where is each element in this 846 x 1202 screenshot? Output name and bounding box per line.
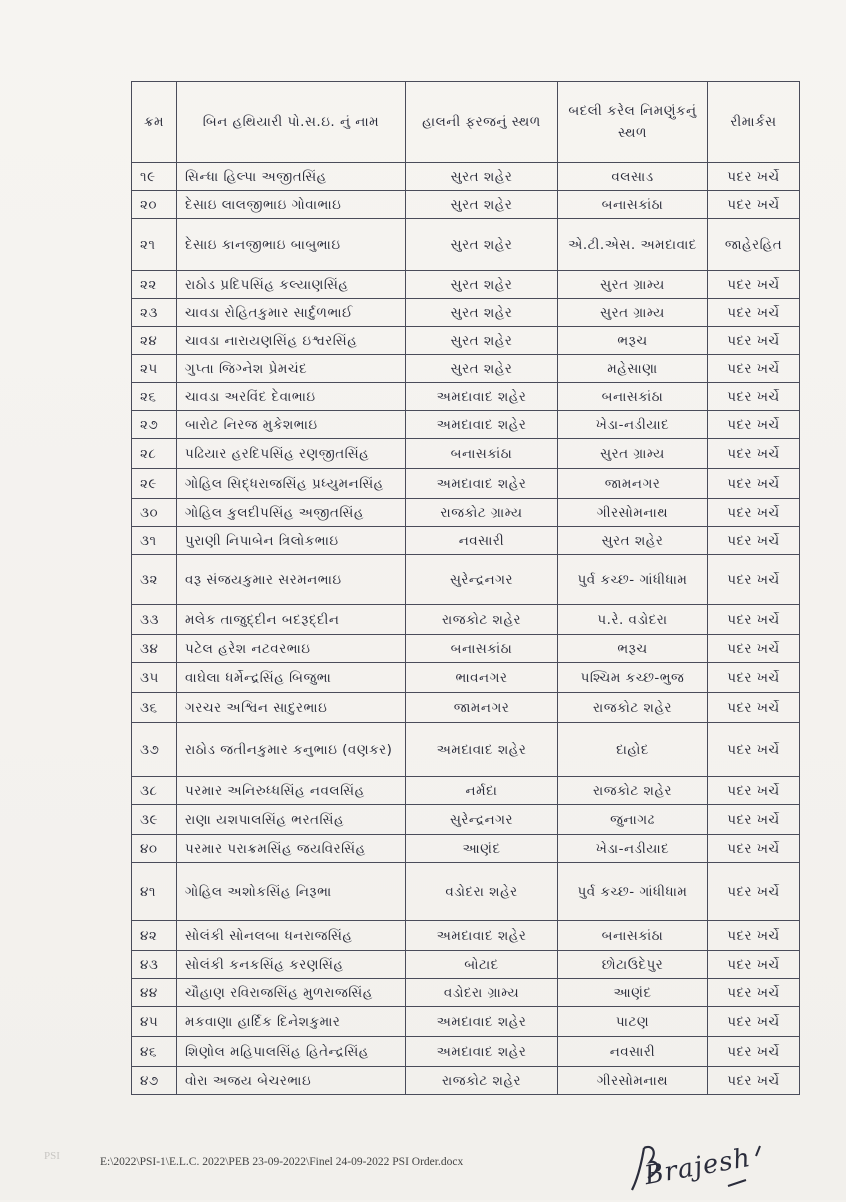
cell-remarks: પદર ખર્ચે (708, 271, 800, 299)
cell-officer-name: પરમાર પરાક્રમસિંહ જયવિરસિંહ (177, 835, 406, 863)
cell-current-posting: નર્મદા (406, 777, 558, 805)
table-row (132, 951, 800, 979)
cell-new-posting: પુર્વ કચ્છ- ગાંધીધામ (558, 555, 708, 605)
footer-ghost-text: PSI (44, 1150, 60, 1162)
cell-current-posting: અમદાવાદ શહેર (406, 411, 558, 439)
cell-officer-name: શિણોલ મહિપાલસિંહ હિતેન્દ્રસિંહ (177, 1037, 406, 1067)
cell-current-posting: વડોદરા શહેર (406, 863, 558, 921)
cell-current-posting: સુરેન્દ્રનગર (406, 805, 558, 835)
table-row (132, 299, 800, 327)
cell-officer-name: પુરાણી નિપાબેન ત્રિલોકભાઇ (177, 527, 406, 555)
cell-new-posting: પાટણ (558, 1007, 708, 1037)
cell-serial: ૨૫ (132, 355, 177, 383)
cell-officer-name: દેસાઇ લાલજીભાઇ ગોવાભાઇ (177, 191, 406, 219)
cell-remarks: પદર ખર્ચે (708, 555, 800, 605)
cell-new-posting: નવસારી (558, 1037, 708, 1067)
table-row (132, 921, 800, 951)
signature (628, 1138, 788, 1198)
cell-remarks: પદર ખર્ચે (708, 411, 800, 439)
cell-officer-name: ચાવડા નારાયણસિંહ ઇશ્વરસિંહ (177, 327, 406, 355)
cell-officer-name: ગોહિલ કુલદીપસિંહ અજીતસિંહ (177, 499, 406, 527)
cell-serial: ૩૯ (132, 805, 177, 835)
cell-remarks: પદર ખર્ચે (708, 527, 800, 555)
header-current-posting: હાલની ફરજનું સ્થળ (406, 82, 558, 163)
table-row (132, 383, 800, 411)
cell-serial: ૨૬ (132, 383, 177, 411)
table-row (132, 163, 800, 191)
cell-current-posting: બનાસકાંઠા (406, 439, 558, 469)
cell-serial: ૩૭ (132, 723, 177, 777)
cell-new-posting: બનાસકાંઠા (558, 191, 708, 219)
cell-serial: ૧૯ (132, 163, 177, 191)
cell-serial: ૪૧ (132, 863, 177, 921)
cell-remarks: પદર ખર્ચે (708, 383, 800, 411)
cell-current-posting: સુરેન્દ્રનગર (406, 555, 558, 605)
header-new-posting: બદલી કરેલ નિમણુંકનું સ્થળ (558, 82, 708, 163)
cell-officer-name: બારોટ નિરજ મુકેશભાઇ (177, 411, 406, 439)
table-row (132, 469, 800, 499)
cell-new-posting: ગીરસોમનાથ (558, 499, 708, 527)
cell-serial: ૪૩ (132, 951, 177, 979)
cell-current-posting: રાજકોટ ગ્રામ્ય (406, 499, 558, 527)
cell-serial: ૨૯ (132, 469, 177, 499)
table-row (132, 191, 800, 219)
cell-new-posting: રાજકોટ શહેર (558, 693, 708, 723)
cell-current-posting: ભાવનગર (406, 663, 558, 693)
cell-officer-name: ચાવડા અરવિંદ દેવાભાઇ (177, 383, 406, 411)
cell-current-posting: સુરત શહેર (406, 219, 558, 271)
cell-remarks: પદર ખર્ચે (708, 469, 800, 499)
cell-new-posting: છોટાઉદેપુર (558, 951, 708, 979)
cell-officer-name: ગુપ્તા જિગ્નેશ પ્રેમચંદ (177, 355, 406, 383)
cell-officer-name: પરમાર અનિરુધ્ધસિંહ નવલસિંહ (177, 777, 406, 805)
cell-current-posting: અમદાવાદ શહેર (406, 383, 558, 411)
cell-remarks: પદર ખર્ચે (708, 163, 800, 191)
cell-officer-name: ગરચર અશ્વિન સાદુરભાઇ (177, 693, 406, 723)
table-row (132, 327, 800, 355)
cell-remarks: પદર ખર્ચે (708, 951, 800, 979)
table-header-row (132, 82, 800, 163)
cell-serial: ૨૭ (132, 411, 177, 439)
cell-remarks: પદર ખર્ચે (708, 663, 800, 693)
cell-remarks: પદર ખર્ચે (708, 605, 800, 635)
cell-officer-name: ગોહિલ સિદ્ધરાજસિંહ પ્રધ્યુમનસિંહ (177, 469, 406, 499)
cell-new-posting: આણંદ (558, 979, 708, 1007)
cell-current-posting: અમદાવાદ શહેર (406, 723, 558, 777)
footer-file-path: E:\2022\PSI-1\E.L.C. 2022\PEB 23-09-2022\Finel 24-09-2022 PSI Order.docx (100, 1156, 464, 1168)
cell-remarks: પદર ખર્ચે (708, 863, 800, 921)
cell-remarks: પદર ખર્ચે (708, 921, 800, 951)
table-row (132, 439, 800, 469)
cell-current-posting: બોટાદ (406, 951, 558, 979)
cell-remarks: પદર ખર્ચે (708, 327, 800, 355)
cell-new-posting: ગીરસોમનાથ (558, 1067, 708, 1095)
cell-current-posting: અમદાવાદ શહેર (406, 1037, 558, 1067)
cell-remarks: પદર ખર્ચે (708, 805, 800, 835)
cell-current-posting: અમદાવાદ શહેર (406, 1007, 558, 1037)
cell-current-posting: જામનગર (406, 693, 558, 723)
cell-serial: ૪૭ (132, 1067, 177, 1095)
cell-new-posting: બનાસકાંઠા (558, 383, 708, 411)
cell-officer-name: પઢિયાર હરદિપસિંહ રણજીતસિંહ (177, 439, 406, 469)
cell-serial: ૨૮ (132, 439, 177, 469)
cell-remarks: પદર ખર્ચે (708, 723, 800, 777)
cell-officer-name: સોલંકી સોનલબા ધનરાજસિંહ (177, 921, 406, 951)
cell-remarks: પદર ખર્ચે (708, 835, 800, 863)
table-row (132, 355, 800, 383)
cell-current-posting: સુરત શહેર (406, 327, 558, 355)
table-row (132, 1037, 800, 1067)
table-row (132, 635, 800, 663)
cell-serial: ૨૩ (132, 299, 177, 327)
cell-new-posting: પશ્ચિમ કચ્છ-ભુજ (558, 663, 708, 693)
cell-remarks: પદર ખર્ચે (708, 1037, 800, 1067)
table-body (132, 163, 800, 1095)
cell-officer-name: મલેક તાજુદ્દીન બદરૂદ્દીન (177, 605, 406, 635)
cell-current-posting: સુરત શહેર (406, 163, 558, 191)
cell-new-posting: સુરત ગ્રામ્ય (558, 299, 708, 327)
cell-officer-name: વાઘેલા ધર્મેન્દ્રસિંહ બિજુભા (177, 663, 406, 693)
table-row (132, 555, 800, 605)
cell-remarks: પદર ખર્ચે (708, 777, 800, 805)
cell-serial: ૨૪ (132, 327, 177, 355)
header-name: બિન હથિયારી પો.સ.ઇ. નું નામ (177, 82, 406, 163)
cell-new-posting: ખેડા-નડીયાદ (558, 411, 708, 439)
cell-remarks: પદર ખર્ચે (708, 1007, 800, 1037)
cell-new-posting: દાહોદ (558, 723, 708, 777)
cell-current-posting: સુરત શહેર (406, 355, 558, 383)
cell-new-posting: પ.રે. વડોદરા (558, 605, 708, 635)
cell-serial: ૩૦ (132, 499, 177, 527)
cell-serial: ૩૬ (132, 693, 177, 723)
cell-officer-name: સોલંકી કનકસિંહ કરણસિંહ (177, 951, 406, 979)
cell-remarks: પદર ખર્ચે (708, 979, 800, 1007)
table-row (132, 723, 800, 777)
cell-officer-name: મકવાણા હાર્દિક દિનેશકુમાર (177, 1007, 406, 1037)
cell-officer-name: ચાવડા રોહિતકુમાર સાર્દુળભાઈ (177, 299, 406, 327)
cell-new-posting: જુનાગઢ (558, 805, 708, 835)
cell-officer-name: સિન્ધા હિલ્પા અજીતસિંહ (177, 163, 406, 191)
cell-serial: ૪૪ (132, 979, 177, 1007)
table-row (132, 777, 800, 805)
cell-officer-name: ચૌહાણ રવિરાજસિંહ મુળરાજસિંહ (177, 979, 406, 1007)
table-row (132, 605, 800, 635)
cell-remarks: જાહેરહિત (708, 219, 800, 271)
cell-current-posting: અમદાવાદ શહેર (406, 469, 558, 499)
cell-serial: ૪૦ (132, 835, 177, 863)
cell-new-posting: રાજકોટ શહેર (558, 777, 708, 805)
cell-officer-name: રાઠોડ જતીનકુમાર કનુભાઇ (વણકર) (177, 723, 406, 777)
cell-officer-name: ગોહિલ અશોકસિંહ નિરૂભા (177, 863, 406, 921)
cell-serial: ૩૮ (132, 777, 177, 805)
cell-serial: ૨૦ (132, 191, 177, 219)
cell-serial: ૨૧ (132, 219, 177, 271)
cell-new-posting: સુરત ગ્રામ્ય (558, 439, 708, 469)
cell-remarks: પદર ખર્ચે (708, 191, 800, 219)
cell-current-posting: નવસારી (406, 527, 558, 555)
table-row (132, 979, 800, 1007)
cell-new-posting: એ.ટી.એસ. અમદાવાદ (558, 219, 708, 271)
cell-current-posting: વડોદરા ગ્રામ્ય (406, 979, 558, 1007)
cell-current-posting: રાજકોટ શહેર (406, 605, 558, 635)
cell-new-posting: સુરત ગ્રામ્ય (558, 271, 708, 299)
cell-serial: ૪૨ (132, 921, 177, 951)
cell-serial: ૨૨ (132, 271, 177, 299)
cell-remarks: પદર ખર્ચે (708, 355, 800, 383)
table-row (132, 219, 800, 271)
cell-officer-name: દેસાઇ કાનજીભાઇ બાબુભાઇ (177, 219, 406, 271)
cell-current-posting: સુરત શહેર (406, 271, 558, 299)
header-remarks: રીમાર્કસ (708, 82, 800, 163)
cell-new-posting: બનાસકાંઠા (558, 921, 708, 951)
cell-new-posting: ભરૂચ (558, 635, 708, 663)
cell-new-posting: ભરૂચ (558, 327, 708, 355)
cell-serial: ૩૫ (132, 663, 177, 693)
cell-remarks: પદર ખર્ચે (708, 635, 800, 663)
cell-new-posting: સુરત શહેર (558, 527, 708, 555)
cell-new-posting: વલસાડ (558, 163, 708, 191)
table-row (132, 1067, 800, 1095)
table-row (132, 693, 800, 723)
table-row (132, 805, 800, 835)
cell-new-posting: પુર્વ કચ્છ- ગાંધીધામ (558, 863, 708, 921)
cell-serial: ૩૪ (132, 635, 177, 663)
cell-remarks: પદર ખર્ચે (708, 693, 800, 723)
cell-current-posting: સુરત શહેર (406, 299, 558, 327)
header-sr: ક્રમ (132, 82, 177, 163)
table-row (132, 271, 800, 299)
cell-current-posting: અમદાવાદ શહેર (406, 921, 558, 951)
table-row (132, 863, 800, 921)
signature-text: Brajesh (642, 1142, 754, 1192)
transfer-table (131, 81, 800, 1095)
cell-remarks: પદર ખર્ચે (708, 499, 800, 527)
cell-serial: ૪૫ (132, 1007, 177, 1037)
cell-serial: ૩૨ (132, 555, 177, 605)
cell-officer-name: રાણા યશપાલસિંહ ભરતસિંહ (177, 805, 406, 835)
table-row (132, 527, 800, 555)
cell-remarks: પદર ખર્ચે (708, 1067, 800, 1095)
cell-current-posting: આણંદ (406, 835, 558, 863)
cell-serial: ૩૧ (132, 527, 177, 555)
table-row (132, 411, 800, 439)
cell-remarks: પદર ખર્ચે (708, 439, 800, 469)
cell-officer-name: પટેલ હરેશ નટવરભાઇ (177, 635, 406, 663)
cell-current-posting: રાજકોટ શહેર (406, 1067, 558, 1095)
cell-new-posting: મહેસાણા (558, 355, 708, 383)
table-row (132, 499, 800, 527)
cell-remarks: પદર ખર્ચે (708, 299, 800, 327)
cell-serial: ૪૬ (132, 1037, 177, 1067)
table-row (132, 663, 800, 693)
cell-officer-name: વરૂ સંજયકુમાર સરમનભાઇ (177, 555, 406, 605)
table-row (132, 835, 800, 863)
cell-current-posting: સુરત શહેર (406, 191, 558, 219)
cell-current-posting: બનાસકાંઠા (406, 635, 558, 663)
cell-new-posting: ખેડા-નડીયાદ (558, 835, 708, 863)
cell-new-posting: જામનગર (558, 469, 708, 499)
cell-officer-name: રાઠોડ પ્રદિપસિંહ કલ્યાણસિંહ (177, 271, 406, 299)
table-row (132, 1007, 800, 1037)
cell-serial: ૩૩ (132, 605, 177, 635)
cell-officer-name: વોરા અજય બેચરભાઇ (177, 1067, 406, 1095)
